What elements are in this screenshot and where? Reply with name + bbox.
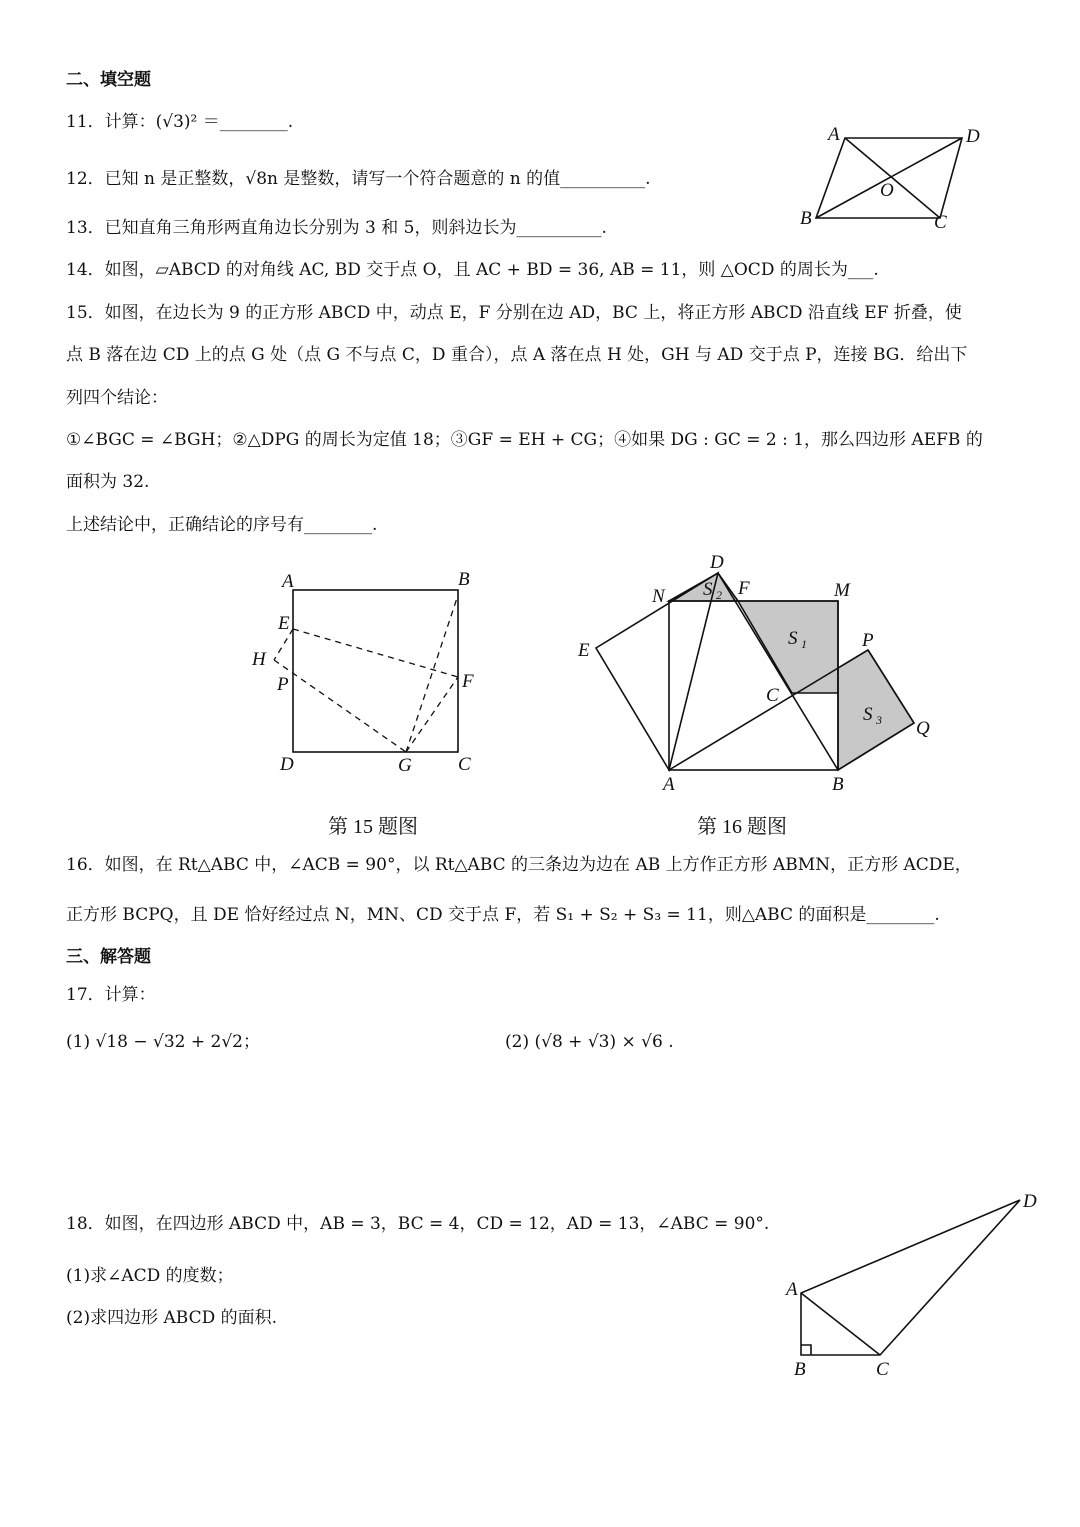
label-h: H (252, 649, 266, 670)
label-s2: S (703, 579, 713, 600)
label-s1: S (788, 628, 798, 649)
label-s2-sub: 2 (716, 588, 722, 602)
section-3-title: 三、解答题 (66, 947, 151, 967)
label-q: Q (916, 718, 930, 739)
label-b: B (458, 569, 470, 590)
question-14: 14．如图，▱ABCD 的对角线 AC, BD 交于点 O，且 AC + BD = 36, AB = 11，则 △OCD 的周长为___. (66, 260, 879, 280)
question-16-line-2: 正方形 BCPQ，且 DE 恰好经过点 N，MN、CD 交于点 F，若 S₁ + S₂ + S₃ = 11，则△ABC 的面积是________. (66, 905, 940, 925)
label-f: F (462, 671, 474, 692)
question-11: 11．计算：(√3)² ＝________. (66, 112, 294, 132)
label-b: B (832, 774, 844, 795)
label-s3: S (863, 704, 873, 725)
label-o: O (880, 180, 894, 201)
question-15-line-5: 面积为 32. (66, 472, 150, 492)
label-p: P (277, 674, 289, 695)
segment-gb (406, 595, 458, 752)
quadrilateral-abcd (801, 1200, 1020, 1355)
diagonal-ac (801, 1293, 880, 1355)
label-b: B (800, 208, 812, 229)
label-d: D (710, 552, 724, 573)
label-n: N (652, 586, 665, 607)
label-m: M (834, 580, 850, 601)
figure-15 (240, 565, 500, 785)
question-16-line-1: 16．如图，在 Rt△ABC 中，∠ACB = 90°，以 Rt△ABC 的三条边为边在 AB 上方作正方形 ABMN，正方形 ACDE， (66, 855, 972, 875)
question-15-line-1: 15．如图，在边长为 9 的正方形 ABCD 中，动点 E，F 分别在边 AD，BC 上，将正方形 ABCD 沿直线 EF 折叠，使 (66, 303, 962, 323)
question-15-line-3: 列四个结论： (66, 388, 168, 408)
label-f: F (738, 578, 750, 599)
parallelogram-figure (790, 120, 990, 240)
label-c: C (934, 212, 947, 233)
label-e: E (278, 613, 290, 634)
square-abcd (293, 590, 458, 752)
diagonal-ac (845, 138, 940, 218)
right-angle-mark (801, 1345, 811, 1355)
question-18: 18．如图，在四边形 ABCD 中，AB = 3，BC = 4，CD = 12，AD = 13，∠ABC = 90°. (66, 1214, 770, 1234)
question-15-line-2: 点 B 落在边 CD 上的点 G 处（点 G 不与点 C，D 重合），点 A 落在点 H 处，GH 与 AD 交于点 P，连接 BG．给出下 (66, 345, 968, 365)
label-a: A (282, 571, 294, 592)
label-c: C (876, 1359, 889, 1380)
label-s1-sub: 1 (801, 637, 807, 651)
question-17-part-2: (2) (√8 + √3) × √6 . (505, 1032, 674, 1052)
label-c: C (766, 685, 779, 706)
diagonal-bd (816, 138, 962, 218)
caption-figure-16: 第 16 题图 (697, 816, 787, 838)
shaded-s3 (838, 650, 914, 770)
label-a: A (828, 124, 840, 145)
question-17: 17．计算： (66, 985, 156, 1005)
label-a: A (786, 1279, 798, 1300)
question-12: 12．已知 n 是正整数，√8n 是整数，请写一个符合题意的 n 的值__________. (66, 169, 651, 189)
label-d: D (1023, 1191, 1037, 1212)
label-c: C (458, 754, 471, 775)
question-18-part-2: (2)求四边形 ABCD 的面积. (66, 1308, 278, 1328)
question-18-part-1: (1)求∠ACD 的度数； (66, 1266, 234, 1286)
figure-16 (570, 548, 950, 798)
label-a: A (663, 774, 675, 795)
section-2-title: 二、填空题 (66, 70, 151, 90)
label-e: E (578, 640, 590, 661)
label-p: P (862, 630, 874, 651)
segment-gf (406, 677, 458, 752)
label-b: B (794, 1359, 806, 1380)
label-d: D (966, 126, 980, 147)
label-d: D (280, 754, 294, 775)
question-13: 13．已知直角三角形两直角边长分别为 3 和 5，则斜边长为__________. (66, 218, 607, 238)
question-15-line-6: 上述结论中，正确结论的序号有________. (66, 515, 378, 535)
label-s3-sub: 3 (876, 713, 882, 727)
caption-figure-15: 第 15 题图 (328, 816, 418, 838)
fold-line-ef (293, 629, 458, 677)
question-15-line-4: ①∠BGC = ∠BGH；②△DPG 的周长为定值 18；③GF = EH + CG；④如果 DG : GC = 2 : 1，那么四边形 AEFB 的 (66, 430, 983, 450)
label-g: G (398, 755, 412, 776)
figure-18 (780, 1185, 1050, 1385)
question-17-part-1: (1) √18 − √32 + 2√2； (66, 1032, 260, 1052)
